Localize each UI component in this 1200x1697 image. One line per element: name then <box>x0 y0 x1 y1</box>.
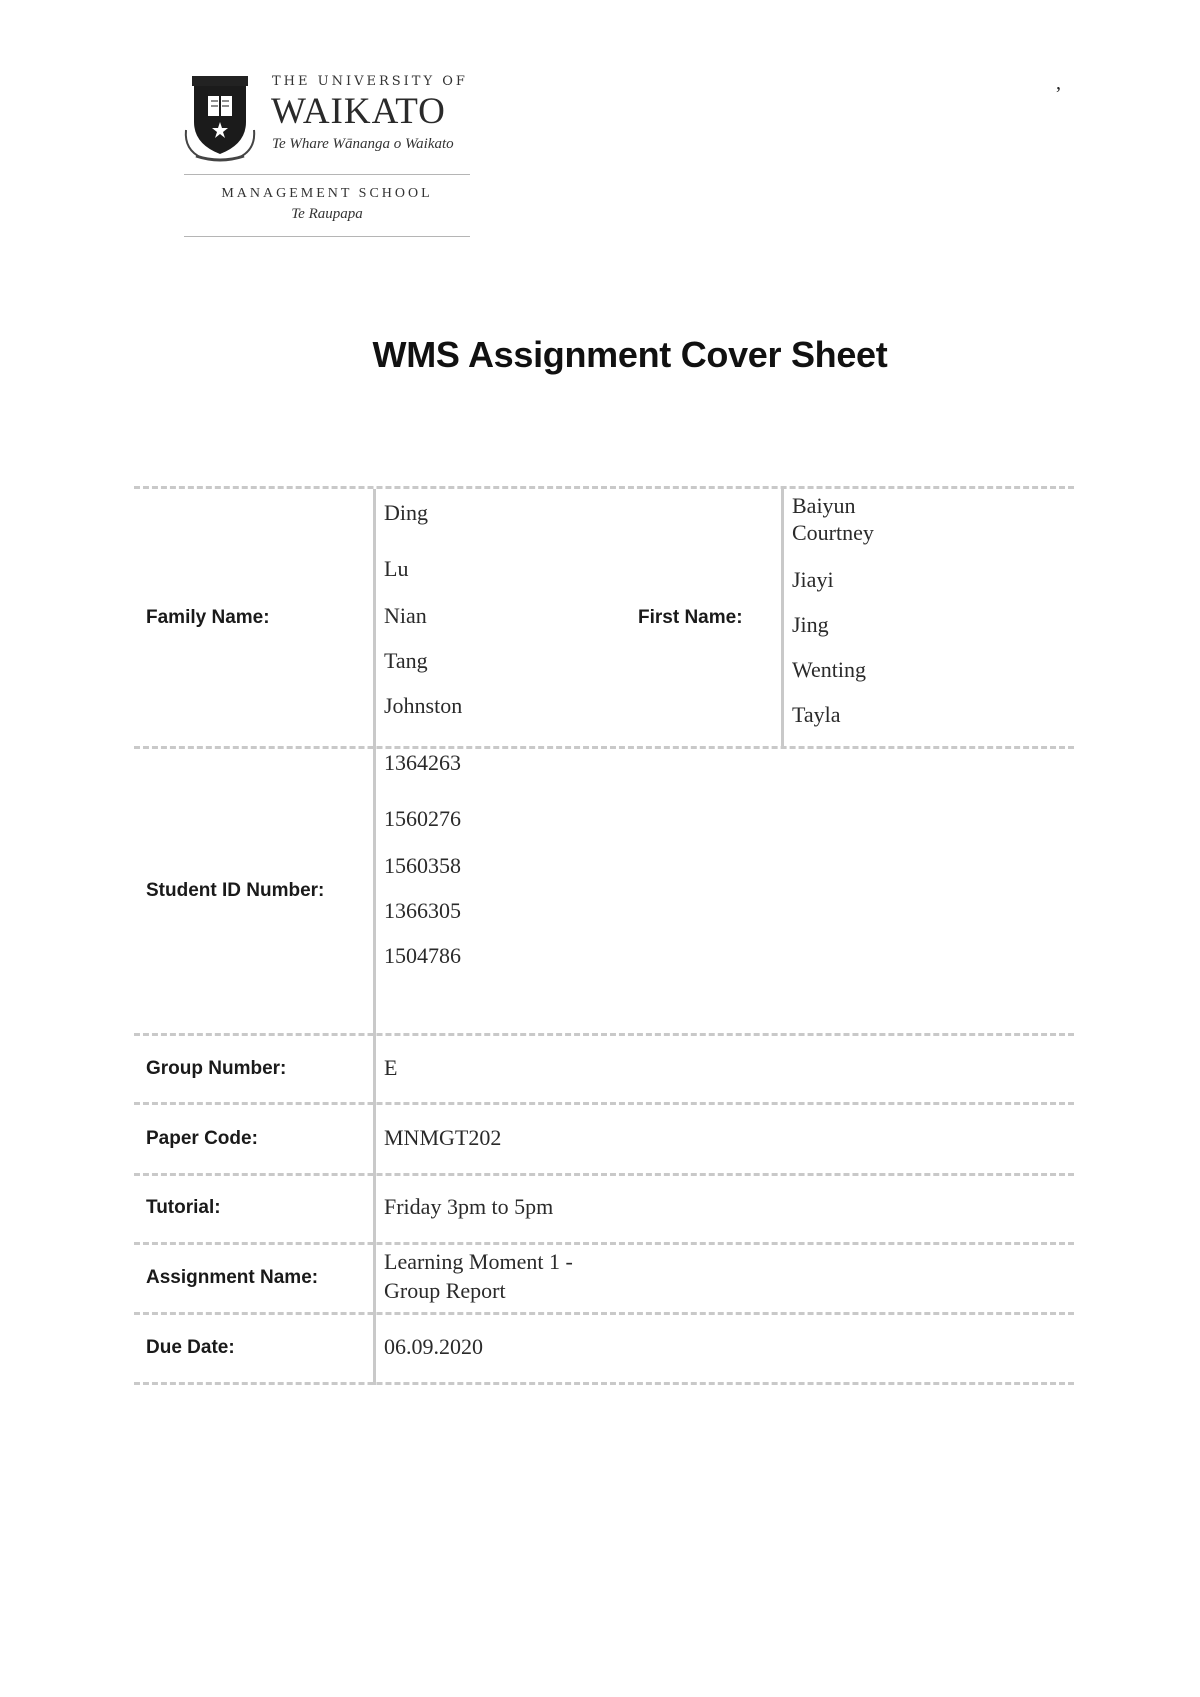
table-rule <box>134 1173 1074 1176</box>
assignment-name-label: Assignment Name: <box>146 1267 319 1288</box>
logo-divider <box>184 236 470 237</box>
university-maori-name: Te Whare Wānanga o Waikato <box>272 136 454 152</box>
paper-code-value: MNMGT202 <box>384 1125 502 1150</box>
first-name-value: Jing <box>792 612 829 637</box>
assignment-name-value: Group Report <box>384 1278 506 1303</box>
first-name-value: Wenting <box>792 657 866 682</box>
family-name-value: Ding <box>384 500 428 525</box>
family-name-value: Tang <box>384 648 428 673</box>
crest-icon <box>182 70 258 162</box>
due-date-label: Due Date: <box>146 1337 235 1358</box>
table-rule <box>134 486 1074 489</box>
group-number-label: Group Number: <box>146 1058 287 1079</box>
student-id-value: 1560276 <box>384 806 461 831</box>
family-name-value: Johnston <box>384 693 463 718</box>
family-name-value: Lu <box>384 556 409 581</box>
due-date-value: 06.09.2020 <box>384 1334 483 1359</box>
group-number-value: E <box>384 1055 398 1080</box>
first-name-value: Baiyun Courtney <box>792 493 874 545</box>
student-id-value: 1504786 <box>384 943 461 968</box>
paper-code-label: Paper Code: <box>146 1128 258 1149</box>
page-title: WMS Assignment Cover Sheet <box>372 334 888 375</box>
tutorial-label: Tutorial: <box>146 1197 221 1218</box>
university-prefix: THE UNIVERSITY OF <box>272 74 468 89</box>
corner-mark: , <box>1056 72 1061 94</box>
university-name: WAIKATO <box>271 91 446 132</box>
table-rule <box>134 1242 1074 1245</box>
tutorial-value: Friday 3pm to 5pm <box>384 1194 554 1219</box>
table-rule <box>134 1102 1074 1105</box>
table-rule <box>134 1382 1074 1385</box>
student-id-value: 1366305 <box>384 898 461 923</box>
student-id-label: Student ID Number: <box>146 880 325 901</box>
student-id-value: 1560358 <box>384 853 461 878</box>
family-name-label: Family Name: <box>146 607 270 628</box>
student-id-value: 1364263 <box>384 750 461 775</box>
table-rule <box>134 746 1074 749</box>
logo-divider <box>184 174 470 175</box>
family-name-value: Nian <box>384 603 427 628</box>
school-maori-name: Te Raupapa <box>291 206 363 222</box>
table-divider <box>373 489 376 1385</box>
first-name-value: Jiayi <box>792 567 834 592</box>
assignment-name-value: Learning Moment 1 - <box>384 1249 573 1274</box>
table-divider <box>781 489 784 747</box>
school-name: MANAGEMENT SCHOOL <box>221 186 433 201</box>
table-rule <box>134 1033 1074 1036</box>
first-name-value: Tayla <box>792 702 841 727</box>
table-rule <box>134 1312 1074 1315</box>
first-name-label: First Name: <box>638 607 743 628</box>
